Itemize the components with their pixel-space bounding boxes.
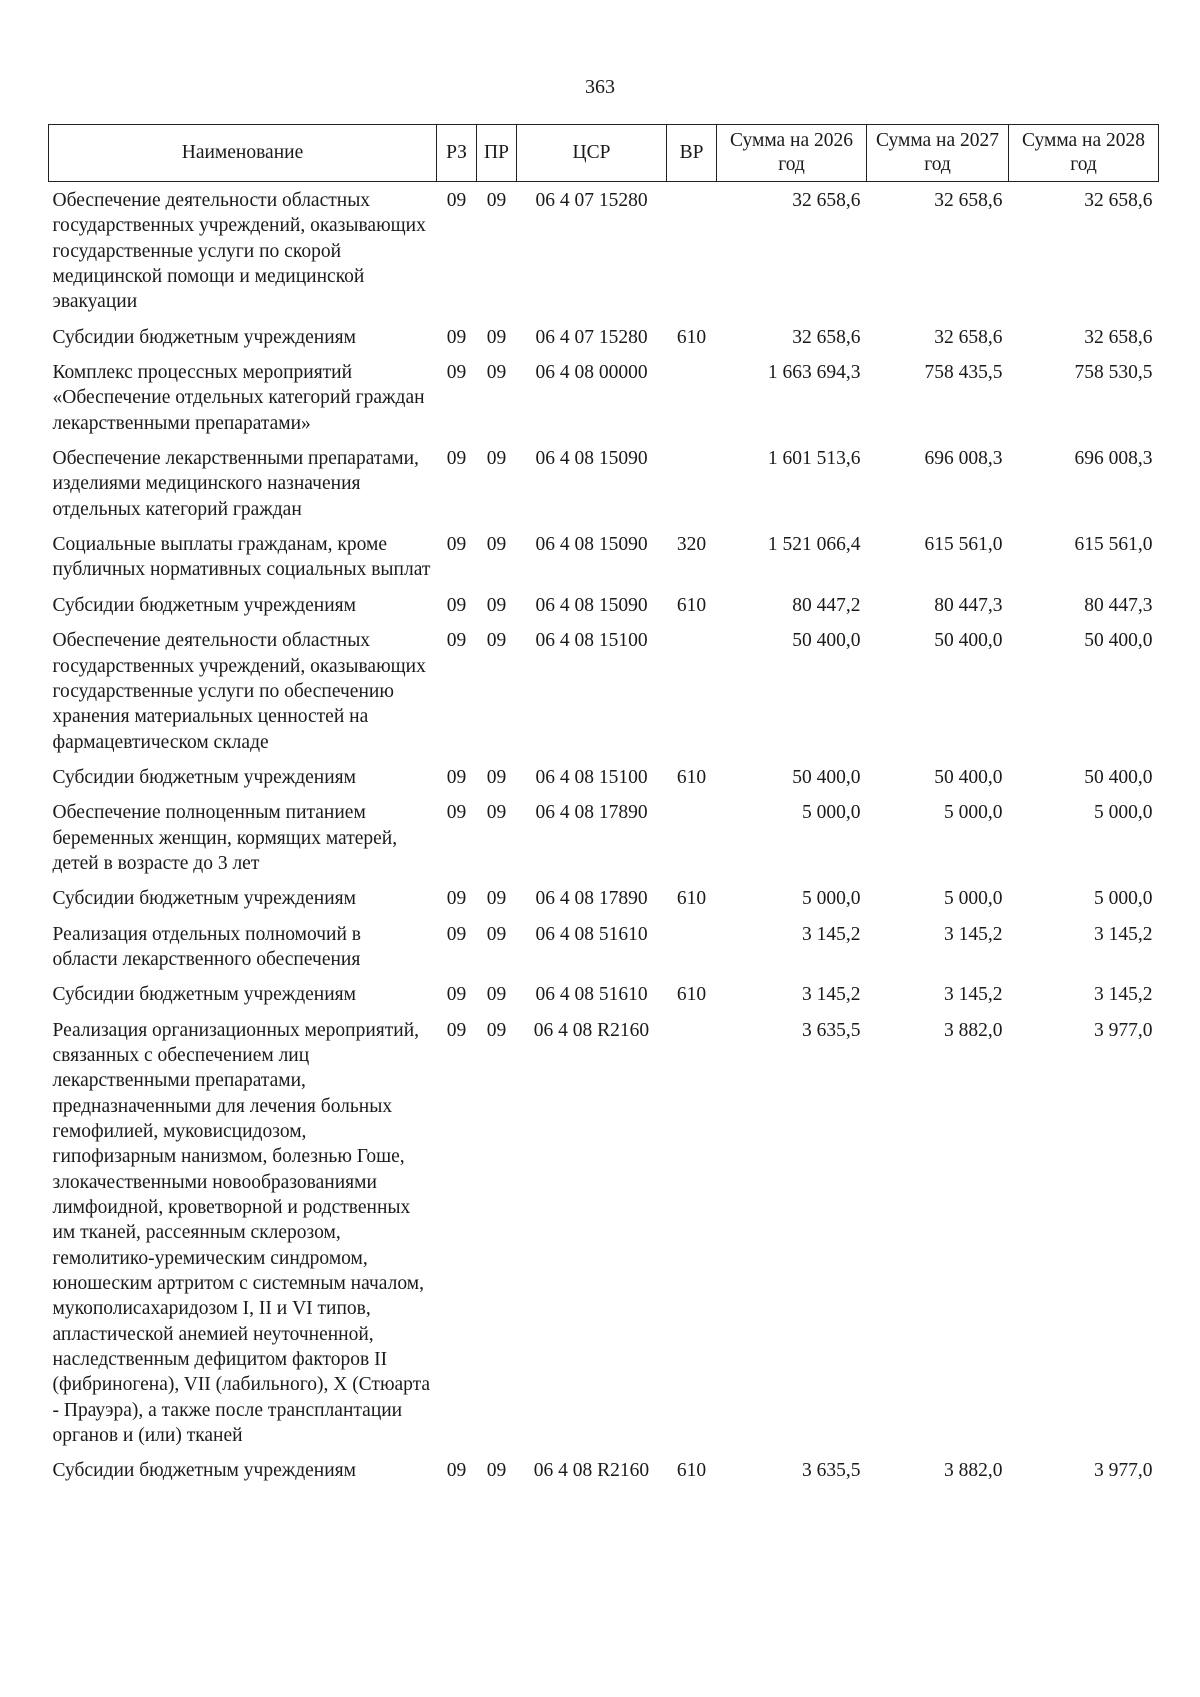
row-sum-2028: 615 561,0	[1074, 534, 1153, 556]
row-name: Субсидии бюджетным учреждениям	[52, 1460, 356, 1482]
row-rz: 09	[446, 630, 467, 652]
page-number: 363	[585, 76, 615, 98]
row-csr: 06 4 07 15280	[535, 326, 648, 348]
row-sum-2027: 50 400,0	[934, 630, 1003, 652]
row-pr: 09	[486, 802, 507, 824]
row-vr: 610	[676, 1460, 707, 1482]
row-vr	[667, 1012, 717, 1453]
row-vr: 320	[676, 534, 707, 556]
row-csr: 06 4 08 51610	[535, 923, 648, 945]
row-rz: 09	[446, 802, 467, 824]
row-name: Субсидии бюджетным учреждениям	[52, 888, 356, 910]
row-vr: 610	[676, 766, 707, 788]
header-sum-2026: Сумма на 2026 год	[717, 125, 867, 182]
row-pr: 09	[486, 984, 507, 1006]
table-row	[49, 587, 1159, 622]
header-name: Наименование	[49, 125, 437, 182]
row-sum-2028: 3 145,2	[1094, 923, 1153, 945]
row-sum-2028: 32 658,6	[1084, 190, 1153, 211]
row-sum-2027: 3 145,2	[944, 923, 1003, 945]
table-body	[49, 182, 1159, 1488]
row-csr: 06 4 08 15090	[535, 448, 648, 470]
row-pr: 09	[486, 190, 507, 211]
table-row	[49, 880, 1159, 915]
row-name: Субсидии бюджетным учреждениям	[52, 594, 356, 616]
row-rz: 09	[446, 1019, 467, 1041]
table-header	[49, 125, 1159, 182]
row-sum-2027: 32 658,6	[934, 190, 1003, 211]
row-rz: 09	[446, 326, 467, 348]
row-sum-2027: 3 145,2	[944, 984, 1003, 1006]
row-vr: 610	[676, 594, 707, 616]
table-row	[49, 354, 1159, 440]
row-sum-2026: 80 447,2	[792, 594, 861, 616]
row-csr: 06 4 07 15280	[535, 190, 648, 211]
header-rz: РЗ	[437, 125, 477, 182]
row-vr	[667, 182, 717, 319]
budget-table	[48, 124, 1159, 1488]
row-pr: 09	[486, 326, 507, 348]
row-vr: 610	[676, 326, 707, 348]
row-sum-2027: 5 000,0	[944, 802, 1003, 824]
row-name: Обеспечение полноценным питанием беременных женщин, кормящих матерей, детей в возрасте до 3 лет	[52, 802, 398, 874]
row-sum-2026: 3 145,2	[802, 984, 861, 1006]
row-name: Субсидии бюджетным учреждениям	[52, 766, 356, 788]
row-sum-2026: 1 601 513,6	[767, 448, 861, 470]
row-sum-2027: 32 658,6	[934, 326, 1003, 348]
row-vr	[667, 794, 717, 880]
row-rz: 09	[446, 1460, 467, 1482]
row-vr: 610	[676, 888, 707, 910]
row-pr: 09	[486, 888, 507, 910]
row-csr: 06 4 08 R2160	[533, 1460, 650, 1482]
table-row	[49, 319, 1159, 354]
header-sum-2027: Сумма на 2027 год	[867, 125, 1009, 182]
row-sum-2026: 1 663 694,3	[767, 362, 861, 384]
row-csr: 06 4 08 R2160	[533, 1019, 650, 1041]
row-name: Реализация отдельных полномочий в области лекарственного обеспечения	[52, 923, 361, 970]
table-row	[49, 622, 1159, 759]
row-sum-2027: 758 435,5	[924, 362, 1003, 384]
row-csr: 06 4 08 00000	[535, 362, 648, 384]
row-pr: 09	[486, 448, 507, 470]
row-rz: 09	[446, 448, 467, 470]
row-sum-2028: 3 977,0	[1094, 1019, 1153, 1041]
table-row	[49, 182, 1159, 319]
row-sum-2028: 50 400,0	[1084, 630, 1153, 652]
row-sum-2028: 3 145,2	[1094, 984, 1153, 1006]
row-name: Обеспечение деятельности областных государственных учреждений, оказывающих государственные услуги по скорой медицинской помощи и медицинской эвакуации	[52, 190, 426, 313]
row-sum-2026: 50 400,0	[792, 630, 861, 652]
row-sum-2028: 5 000,0	[1094, 802, 1153, 824]
header-csr: ЦСР	[517, 125, 667, 182]
table-row	[49, 794, 1159, 880]
row-sum-2026: 5 000,0	[802, 802, 861, 824]
header-pr: ПР	[477, 125, 517, 182]
row-vr: 610	[676, 984, 707, 1006]
row-pr: 09	[486, 766, 507, 788]
row-rz: 09	[446, 594, 467, 616]
row-sum-2026: 50 400,0	[792, 766, 861, 788]
row-sum-2026: 32 658,6	[792, 326, 861, 348]
row-name: Обеспечение лекарственными препаратами, изделиями медицинского назначения отдельных категорий граждан	[52, 448, 419, 520]
row-sum-2027: 615 561,0	[924, 534, 1003, 556]
row-rz: 09	[446, 923, 467, 945]
row-rz: 09	[446, 766, 467, 788]
row-name: Реализация организационных мероприятий, связанных с обеспечением лиц лекарственными препаратами, предназначенными для лечения больных гемофилией, муковисцидозом, гипофизарным нанизмом, болезнью Гоше, злокачественными новообразованиями лимфоидной, кроветворной и родственных им тканей, рассеянным склерозом, гемолитико-уремическим синдромом, юношеским артритом с системным началом, мукополисахаридозом I, II и VI типов, апластической анемией неуточненной, наследственным дефицитом факторов II (фибриногена), VII (лабильного), X (Стюарта - Прауэра), а также после трансплантации органов и (или) тканей	[52, 1019, 431, 1447]
row-sum-2027: 3 882,0	[944, 1019, 1003, 1041]
row-pr: 09	[486, 362, 507, 384]
table-row	[49, 976, 1159, 1011]
row-pr: 09	[486, 630, 507, 652]
row-sum-2026: 3 635,5	[802, 1019, 861, 1041]
row-pr: 09	[486, 1019, 507, 1041]
row-sum-2028: 758 530,5	[1074, 362, 1153, 384]
row-sum-2026: 3 145,2	[802, 923, 861, 945]
row-csr: 06 4 08 15090	[535, 534, 648, 556]
row-sum-2028: 50 400,0	[1084, 766, 1153, 788]
row-sum-2027: 3 882,0	[944, 1460, 1003, 1482]
row-sum-2028: 5 000,0	[1094, 888, 1153, 910]
row-sum-2028: 32 658,6	[1084, 326, 1153, 348]
row-rz: 09	[446, 190, 467, 211]
row-vr	[667, 916, 717, 977]
row-pr: 09	[486, 534, 507, 556]
row-csr: 06 4 08 15100	[535, 766, 648, 788]
row-rz: 09	[446, 362, 467, 384]
row-rz: 09	[446, 534, 467, 556]
row-csr: 06 4 08 17890	[535, 888, 648, 910]
table-row	[49, 440, 1159, 526]
header-vr: ВР	[667, 125, 717, 182]
row-csr: 06 4 08 15090	[535, 594, 648, 616]
row-rz: 09	[446, 984, 467, 1006]
header-row	[49, 125, 1159, 182]
row-name: Комплекс процессных мероприятий «Обеспечение отдельных категорий граждан лекарственными препаратами»	[52, 362, 425, 434]
row-vr	[667, 440, 717, 526]
row-sum-2026: 3 635,5	[802, 1460, 861, 1482]
row-sum-2027: 5 000,0	[944, 888, 1003, 910]
row-vr	[667, 622, 717, 759]
table-row	[49, 916, 1159, 977]
table-row	[49, 1452, 1159, 1487]
row-csr: 06 4 08 51610	[535, 984, 648, 1006]
row-rz: 09	[446, 888, 467, 910]
row-sum-2026: 1 521 066,4	[767, 534, 861, 556]
row-sum-2027: 696 008,3	[924, 448, 1003, 470]
header-sum-2028: Сумма на 2028 год	[1009, 125, 1159, 182]
row-vr	[667, 354, 717, 440]
row-pr: 09	[486, 594, 507, 616]
table-row	[49, 526, 1159, 587]
row-name: Субсидии бюджетным учреждениям	[52, 984, 356, 1006]
row-name: Обеспечение деятельности областных государственных учреждений, оказывающих государственные услуги по обеспечению хранения материальных ценностей на фармацевтическом складе	[52, 630, 426, 753]
row-sum-2028: 3 977,0	[1094, 1460, 1153, 1482]
row-sum-2027: 50 400,0	[934, 766, 1003, 788]
row-sum-2026: 5 000,0	[802, 888, 861, 910]
row-pr: 09	[486, 1460, 507, 1482]
table-row	[49, 759, 1159, 794]
row-sum-2026: 32 658,6	[792, 190, 861, 211]
row-sum-2028: 80 447,3	[1084, 594, 1153, 616]
row-sum-2028: 696 008,3	[1074, 448, 1153, 470]
row-name: Субсидии бюджетным учреждениям	[52, 326, 356, 348]
table-row	[49, 1012, 1159, 1453]
row-csr: 06 4 08 17890	[535, 802, 648, 824]
row-name: Социальные выплаты гражданам, кроме публичных нормативных социальных выплат	[52, 534, 431, 581]
row-pr: 09	[486, 923, 507, 945]
row-sum-2027: 80 447,3	[934, 594, 1003, 616]
row-csr: 06 4 08 15100	[535, 630, 648, 652]
